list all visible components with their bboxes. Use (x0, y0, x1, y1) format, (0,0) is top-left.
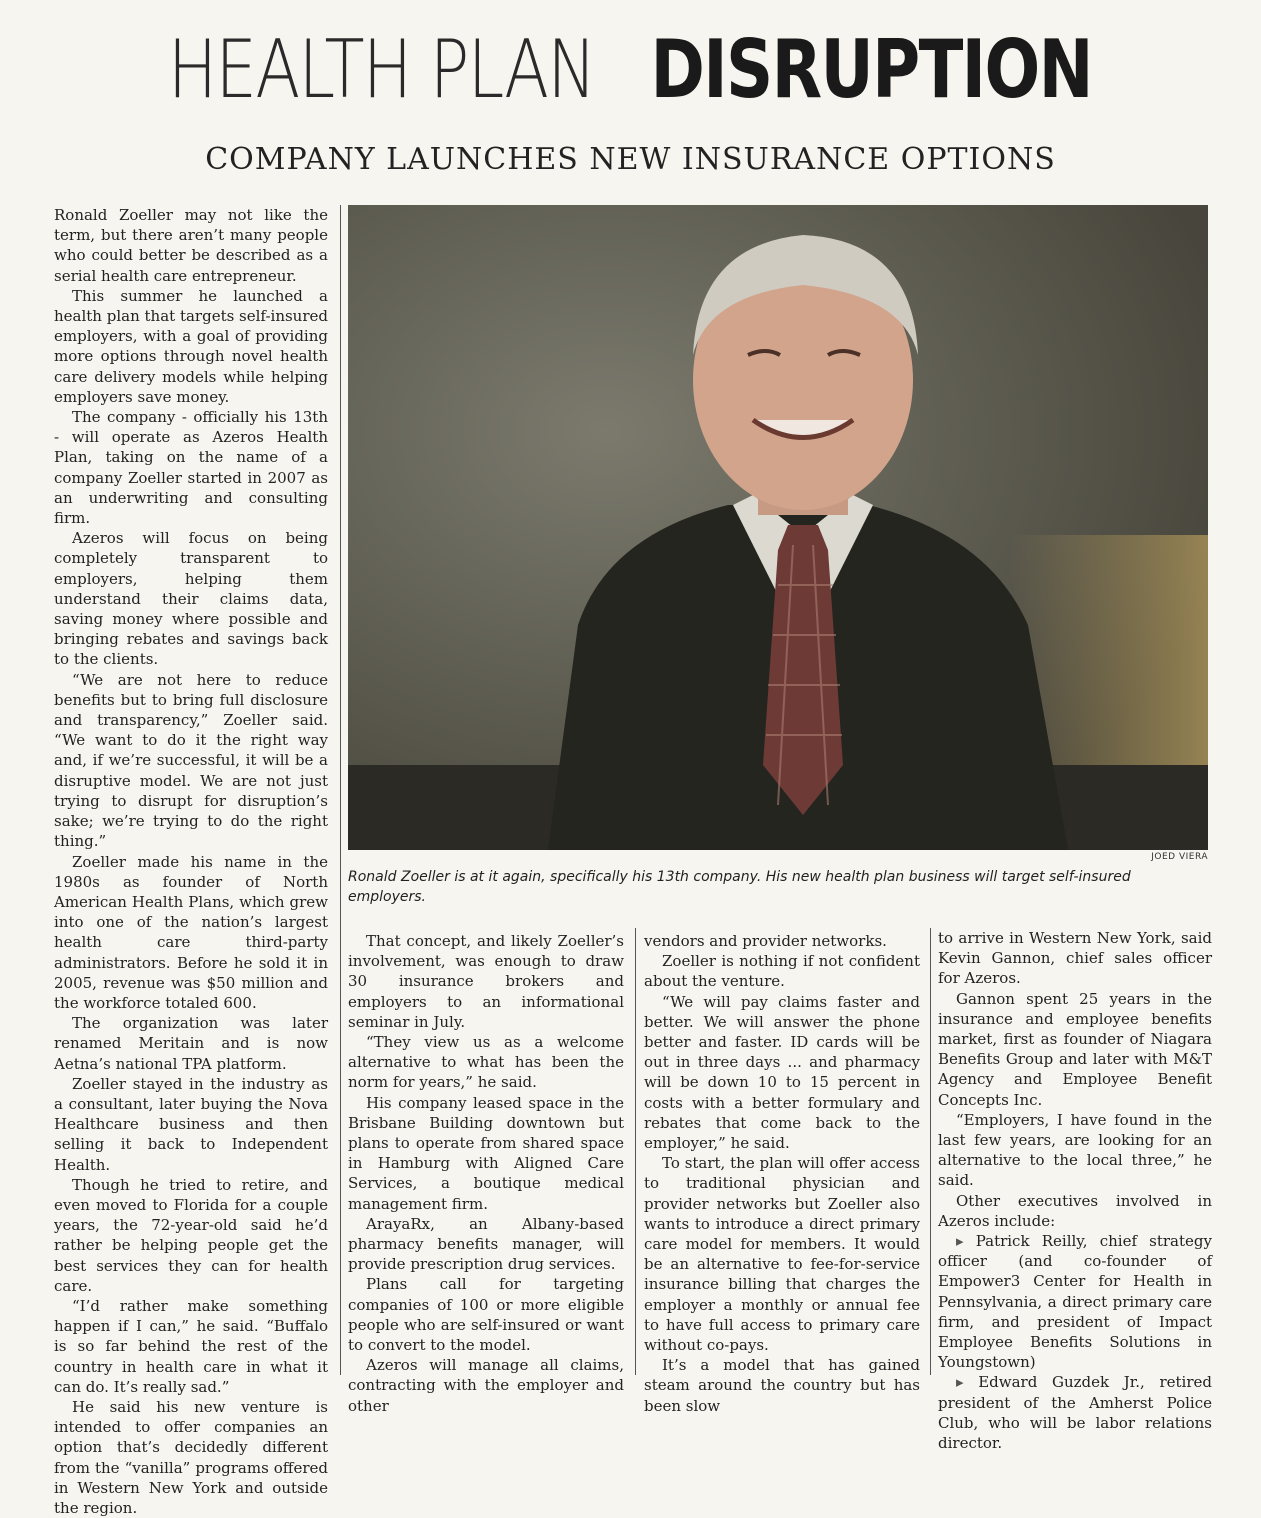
paragraph: “They view us as a welcome alternative to what has been the norm for years,” he said. (348, 1033, 624, 1092)
photo-caption: Ronald Zoeller is at it again, specifically his 13th company. His new health plan business will target self-insured employers. (348, 869, 1131, 905)
portrait-illustration (348, 205, 1208, 850)
headline (0, 22, 1261, 118)
paragraph: This summer he launched a health plan that targets self-insured employers, with a goal of providing more options through novel health care delivery models while helping employers save money. (54, 286, 328, 406)
paragraph: Zoeller is nothing if not confident about the venture. (644, 952, 920, 991)
paragraph: Though he tried to retire, and even moved to Florida for a couple years, the 72-year-old said he’d rather be helping people get the best services they can for health care. (54, 1175, 328, 1295)
bullet-item (938, 1372, 1212, 1453)
paragraph: ArayaRx, an Albany-based pharmacy benefits manager, will provide prescription drug services. (348, 1214, 624, 1274)
paragraph: “We will pay claims faster and better. We will answer the phone better and faster. ID cards will be out in three days ... and pharmacy will be down 10 to 15 percent in costs with a better formulary and rebates that come back to the employer,” he said. (644, 992, 920, 1153)
bullet-text: Edward Guzdek Jr., retired president of the Amherst Police Club, who will be labor relations director. (938, 1373, 1212, 1453)
headline-light: HEALTH PLAN (167, 23, 595, 116)
paragraph: Azeros will manage all claims, contracting with the employer and other (348, 1356, 624, 1415)
subheadline: COMPANY LAUNCHES NEW INSURANCE OPTIONS (205, 142, 1056, 177)
paragraph: “We are not here to reduce benefits but to bring full disclosure and transparency,” Zoeller said. “We want to do it the right way and, if we’re successful, it will be a disruptive model. We are not just trying to disrupt for disruption’s sake; we’re trying to do the right thing.” (54, 670, 328, 851)
headline-bold: DISRUPTION (650, 23, 1092, 116)
column-rule (930, 928, 931, 1375)
paragraph: vendors and provider networks. (644, 932, 887, 950)
paragraph: “I’d rather make something happen if I can,” he said. “Buffalo is so far behind the rest of the country in health care in what it can do. It’s really sad.” (54, 1296, 328, 1396)
article-column-1 (54, 205, 328, 1517)
paragraph: The organization was later renamed Meritain and is now Aetna’s national TPA platform. (54, 1014, 328, 1073)
photo-credit: JOED VIERA (1151, 852, 1208, 862)
column-rule (340, 205, 341, 1375)
paragraph: Zoeller made his name in the 1980s as founder of North American Health Plans, which grew into one of the nation’s largest health care third-party administrators. Before he sold it in 2005, revenue was $50 million and the workforce totaled 600. (54, 852, 328, 1012)
bullet-arrow-icon: ▸ (956, 1232, 964, 1251)
paragraph: Gannon spent 25 years in the insurance and employee benefits market, first as founder of Niagara Benefits Group and later with M&T Agency and Employee Benefit Concepts Inc. (938, 989, 1212, 1109)
bullet-arrow-icon: ▸ (956, 1373, 964, 1392)
article-column-4 (938, 928, 1212, 1453)
bullet-item (938, 1231, 1212, 1372)
portrait-photo (348, 205, 1208, 850)
article-column-2 (348, 931, 624, 1416)
paragraph: The company - officially his 13th - will operate as Azeros Health Plan, taking on the name of a company Zoeller started in 2007 as an underwriting and consulting firm. (54, 408, 328, 528)
paragraph: “Employers, I have found in the last few years, are looking for an alternative to the local three,” he said. (938, 1110, 1212, 1190)
paragraph: Ronald Zoeller may not like the term, but there aren’t many people who could better be described as a serial health care entrepreneur. (54, 206, 328, 285)
paragraph: to arrive in Western New York, said Kevin Gannon, chief sales officer for Azeros. (938, 929, 1212, 988)
paragraph: Plans call for targeting companies of 100 or more eligible people who are self-insured or want to convert to the model. (348, 1275, 624, 1355)
article-column-3 (644, 931, 920, 1416)
bullet-text: Patrick Reilly, chief strategy officer (and co-founder of Empower3 Center for Health in Pennsylvania, a direct primary care firm, and president of Impact Employee Benefits Solutions in Youngstown) (938, 1232, 1212, 1372)
paragraph: It’s a model that has gained steam around the country but has been slow (644, 1356, 920, 1415)
paragraph: His company leased space in the Brisbane Building downtown but plans to operate from shared space in Hamburg with Aligned Care Services, a boutique medical management firm. (348, 1093, 624, 1213)
column-rule (635, 928, 636, 1375)
paragraph: Zoeller stayed in the industry as a consultant, later buying the Nova Healthcare business and then selling it back to Independent Health. (54, 1074, 328, 1174)
paragraph: Azeros will focus on being completely transparent to employers, helping them understand their claims data, saving money where possible and bringing rebates and savings back to the clients. (54, 529, 328, 669)
paragraph: Other executives involved in Azeros include: (938, 1191, 1212, 1230)
paragraph: To start, the plan will offer access to traditional physician and provider networks but Zoeller also wants to introduce a direct primary care model for members. It would be an alternative to fee-for-service insurance billing that charges the employer a monthly or annual fee to have full access to primary care without co-pays. (644, 1154, 920, 1355)
paragraph: He said his new venture is intended to offer companies an option that’s decidedly different from the “vanilla” programs offered in Western New York and outside the region. (54, 1397, 328, 1517)
paragraph: That concept, and likely Zoeller’s involvement, was enough to draw 30 insurance brokers and employers to an informational seminar in July. (348, 932, 624, 1031)
